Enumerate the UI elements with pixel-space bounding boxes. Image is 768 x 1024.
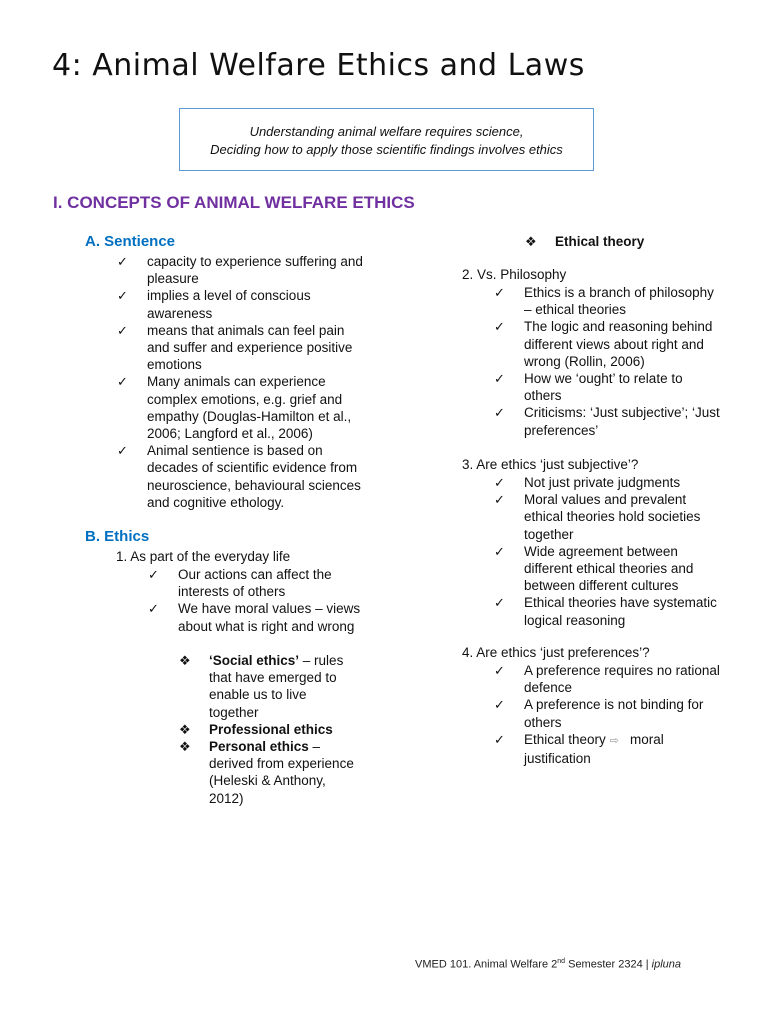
- list-item: [179, 652, 359, 721]
- check-icon: ✓: [117, 254, 128, 269]
- list-item: [117, 287, 367, 321]
- list-item-text: implies a level of conscious awareness: [147, 288, 311, 321]
- list-item: [494, 662, 720, 696]
- check-icon: ✓: [494, 371, 505, 387]
- personal-ethics-term: Personal ethics: [209, 739, 309, 755]
- list-item: [494, 543, 720, 595]
- diamond-bullet-icon: ❖: [179, 653, 191, 668]
- check-icon: ✓: [117, 374, 128, 390]
- list-item: [494, 370, 720, 404]
- list-item-text: Ethical theories have systematic logical reasoning: [524, 595, 717, 628]
- list-item-text: Wide agreement between different ethical theories and between different cultures: [524, 543, 694, 594]
- footer-course: VMED 101. Animal Welfare 2: [415, 958, 558, 971]
- moral-justification-text: moral justification: [524, 731, 664, 767]
- subjective-heading: 3. Are ethics ‘just subjective’?: [462, 457, 639, 472]
- check-icon: ✓: [148, 567, 159, 582]
- ethical-theory-item: [525, 233, 715, 250]
- list-item-text: means that animals can feel pain and suffer and experience positive emotions: [147, 322, 353, 373]
- ethics-list: [148, 566, 370, 635]
- vs-philosophy-list: [494, 284, 720, 439]
- sentience-heading: A. Sentience: [85, 233, 176, 250]
- list-item-text: Animal sentience is based on decades of scientific evidence from neuroscience, behavioural sciences and cognitive ethology.: [147, 443, 361, 510]
- list-item-text: Our actions can affect the interests of others: [178, 567, 332, 600]
- check-icon: ✓: [494, 663, 505, 678]
- check-icon: ✓: [494, 697, 505, 713]
- section-heading: I. CONCEPTS OF ANIMAL WELFARE ETHICS: [53, 193, 415, 212]
- page-footer: [415, 958, 681, 971]
- right-arrow-icon: ⇨: [609, 734, 619, 747]
- list-item: [117, 322, 367, 374]
- list-item: [117, 253, 367, 287]
- list-item: [117, 442, 367, 511]
- footer-sup: nd: [557, 958, 566, 965]
- social-ethics-term: ‘Social ethics’: [209, 653, 300, 668]
- ethical-theory-label: Ethical theory: [555, 234, 645, 249]
- ethics-types-list: [179, 652, 359, 807]
- footer-semester: Semester 2324 |: [565, 958, 652, 971]
- check-icon: ✓: [494, 543, 505, 559]
- sentience-list: [117, 253, 367, 511]
- list-item-text: A preference is not binding for others: [524, 697, 704, 730]
- social-ethics-desc: – rules that have emerged to enable us to live together: [209, 653, 344, 720]
- list-item-text: Criticisms: ‘Just subjective’; ‘Just preferences’: [524, 405, 720, 438]
- page-title: 4: Animal Welfare Ethics and Laws: [52, 48, 585, 83]
- list-item-text: Moral values and prevalent ethical theories hold societies together: [524, 492, 701, 542]
- list-item-text: We have moral values – views about what is right and wrong: [178, 601, 361, 634]
- list-item-text: A preference requires no rational defence: [524, 663, 720, 696]
- list-item-text: Many animals can experience complex emotions, e.g. grief and empathy (Douglas-Hamilton et al., 2006; Langford et al., 2006): [147, 374, 352, 442]
- preferences-list: [494, 662, 720, 767]
- list-item: [117, 373, 367, 442]
- subjective-list: [494, 474, 720, 629]
- preferences-heading: 4. Are ethics ‘just preferences’?: [462, 645, 650, 660]
- quote-line-2: Deciding how to apply those scientific findings involves ethics: [210, 142, 563, 157]
- ethics-point-1: 1. As part of the everyday life: [116, 549, 291, 564]
- list-item-text: Ethics is a branch of philosophy – ethical theories: [524, 285, 714, 318]
- professional-ethics-term: Professional ethics: [209, 721, 333, 737]
- list-item: [179, 721, 359, 738]
- diamond-bullet-icon: ❖: [179, 721, 191, 737]
- personal-ethics-desc: – derived from experience (Heleski & Anthony, 2012): [209, 739, 354, 806]
- check-icon: ✓: [117, 443, 128, 459]
- vs-philosophy-heading: 2. Vs. Philosophy: [462, 267, 567, 282]
- check-icon: ✓: [117, 322, 128, 338]
- list-item: [494, 404, 720, 438]
- check-icon: ✓: [148, 601, 159, 617]
- list-item: [494, 696, 720, 730]
- list-item: [494, 284, 720, 318]
- list-item: [148, 566, 370, 600]
- list-item-text: capacity to experience suffering and pleasure: [147, 254, 363, 287]
- check-icon: ✓: [494, 492, 505, 508]
- list-item: [148, 600, 370, 634]
- diamond-bullet-icon: ❖: [179, 739, 191, 755]
- check-icon: ✓: [494, 285, 505, 300]
- check-icon: ✓: [117, 288, 128, 304]
- list-item: [494, 474, 720, 491]
- check-icon: ✓: [494, 731, 505, 747]
- list-item: [494, 594, 720, 628]
- check-icon: ✓: [494, 595, 505, 611]
- ethics-heading: B. Ethics: [85, 528, 150, 545]
- footer-author: ipluna: [651, 958, 682, 971]
- quote-line-1: Understanding animal welfare requires science,: [249, 124, 524, 139]
- check-icon: ✓: [494, 475, 505, 490]
- quote-box: [179, 108, 594, 171]
- ethical-theory-text: Ethical theory: [524, 731, 606, 747]
- list-item-text: How we ‘ought’ to relate to others: [524, 371, 683, 404]
- list-item: [494, 731, 720, 767]
- check-icon: ✓: [494, 405, 505, 421]
- list-item: [494, 318, 720, 370]
- check-icon: ✓: [494, 319, 505, 335]
- list-item-text: The logic and reasoning behind different views about right and wrong (Rollin, 2006): [524, 319, 713, 369]
- list-item: [179, 738, 359, 807]
- list-item: [494, 491, 720, 543]
- list-item-text: Not just private judgments: [524, 475, 681, 490]
- diamond-bullet-icon: ❖: [525, 234, 537, 249]
